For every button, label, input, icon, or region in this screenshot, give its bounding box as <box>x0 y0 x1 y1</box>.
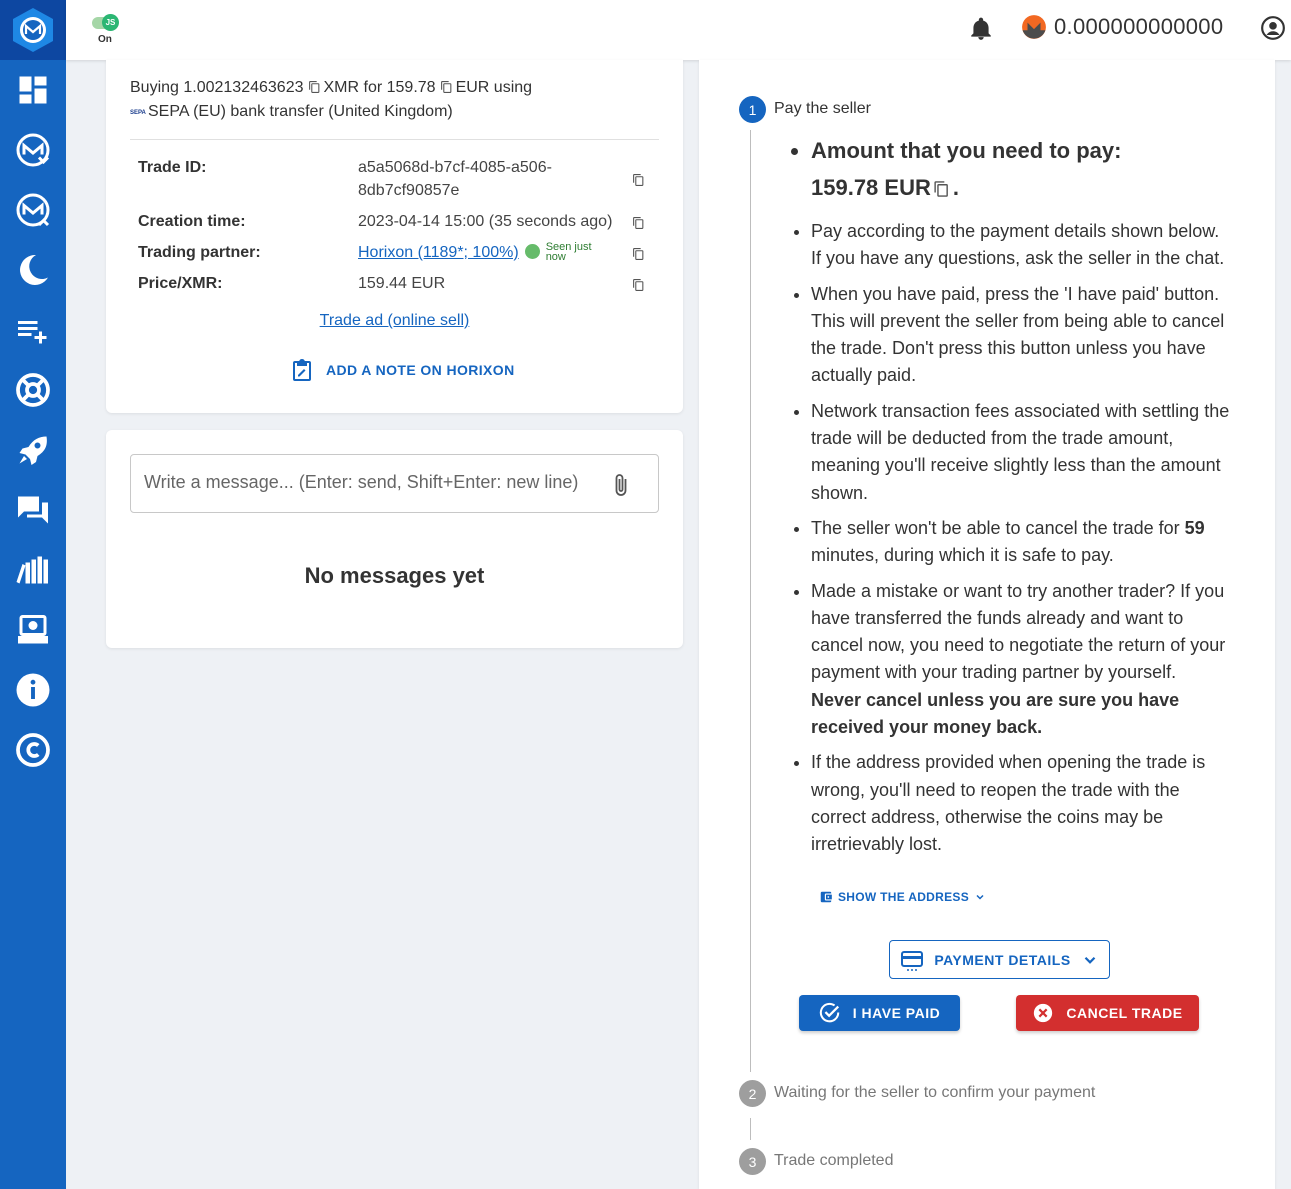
trade-ad-link[interactable]: Trade ad (online sell) <box>319 312 470 329</box>
cancel-circle-icon <box>1032 1002 1054 1024</box>
step-2-label: Waiting for the seller to confirm your payment <box>774 1084 1096 1101</box>
instruction-item: • When you have paid, press the 'I have paid' button. This will prevent the seller from being able to cancel the trade. Don't press this button unless you have actually paid. <box>811 281 1231 390</box>
monero-logo-icon <box>9 6 57 54</box>
cancel-trade-button[interactable] <box>1016 995 1199 1031</box>
dashboard-icon <box>15 72 51 108</box>
copyright-icon <box>15 732 51 768</box>
creation-time-label: Creation time: <box>138 213 246 230</box>
payment-instructions <box>791 132 1231 867</box>
add-note-button[interactable] <box>290 357 515 383</box>
amount-value: 159.78 EUR <box>811 175 931 200</box>
sidebar-item-forum[interactable] <box>0 480 66 540</box>
trade-info-card <box>106 60 683 413</box>
instruction-item <box>811 578 1231 742</box>
online-status-dot <box>525 244 540 259</box>
attach-file-icon[interactable] <box>609 471 633 499</box>
trade-steps-panel <box>699 60 1275 1189</box>
show-address-button[interactable] <box>819 890 986 904</box>
trade-title-line1 <box>130 79 532 97</box>
price-value: 159.44 EUR <box>358 275 446 292</box>
sell-monero-icon <box>15 192 51 228</box>
trading-partner-link[interactable]: Horixon (1189*; 100%) <box>358 244 519 261</box>
add-note-label: ADD A NOTE ON HORIXON <box>326 362 515 378</box>
create-ad-icon <box>15 312 51 348</box>
price-label: Price/XMR: <box>138 275 223 292</box>
info-icon <box>15 672 51 708</box>
instruction-text: Made a mistake or want to try another trader? If you have transferred the funds already and want to cancel now, you need to negotiate the return of your payment with your trading partner by yourself. <box>811 580 1226 683</box>
sidebar-item-library[interactable] <box>0 540 66 600</box>
amount-dot: . <box>952 175 959 200</box>
topbar <box>66 0 1291 60</box>
step-2-connector <box>750 1118 751 1140</box>
rocket-icon <box>15 432 51 468</box>
buy-monero-icon <box>15 132 51 168</box>
support-icon <box>15 372 51 408</box>
clipboard-note-icon <box>290 357 314 383</box>
sidebar-item-dashboard[interactable] <box>0 60 66 120</box>
sidebar-item-info[interactable] <box>0 660 66 720</box>
step-1-connector <box>750 130 751 1072</box>
step-3-badge: 3 <box>739 1148 766 1175</box>
chevron-down-icon <box>974 891 986 903</box>
payment-details-button[interactable] <box>889 940 1110 979</box>
trading-partner-label: Trading partner: <box>138 244 261 261</box>
divider <box>130 139 659 140</box>
cancel-trade-label: CANCEL TRADE <box>1066 1005 1183 1021</box>
chat-card <box>106 430 683 648</box>
i-have-paid-label: I HAVE PAID <box>852 1005 941 1021</box>
chevron-down-icon <box>1081 951 1099 969</box>
trade-id-line2: 8db7cf90857e <box>358 182 460 199</box>
monero-logo[interactable] <box>0 0 66 60</box>
step-3-label: Trade completed <box>774 1152 894 1169</box>
show-address-label: SHOW THE ADDRESS <box>838 890 970 904</box>
message-input[interactable] <box>144 472 604 493</box>
sidebar-item-copyright[interactable] <box>0 720 66 780</box>
seen-status: Seen just now <box>545 241 592 263</box>
title-buying: Buying 1.002132463623 <box>130 79 304 96</box>
night-mode-icon <box>15 252 51 288</box>
js-toggle-knob: JS <box>102 14 119 31</box>
trade-title-line2 <box>130 103 453 121</box>
wallet-balance[interactable]: 0.000000000000 <box>1054 14 1224 39</box>
title-xmr-for: XMR for 159.78 <box>323 79 436 96</box>
instruction-item: • If the address provided when opening the trade is wrong, you'll need to reopen the trade with the correct address, otherwise the coins may be irretrievably lost. <box>811 749 1231 858</box>
notifications-bell-icon[interactable] <box>968 16 994 42</box>
check-circle-icon <box>819 1002 841 1024</box>
trade-id-label: Trade ID: <box>138 159 207 176</box>
sidebar-item-support[interactable] <box>0 360 66 420</box>
trade-id-line1: a5a5068d-b7cf-4085-a506- <box>358 159 552 176</box>
payment-method: SEPA (EU) bank transfer (United Kingdom) <box>148 103 453 120</box>
message-box <box>130 454 659 513</box>
terminal-icon <box>15 612 51 648</box>
trade-id-value <box>358 156 552 202</box>
copy-trade-id-icon[interactable] <box>632 173 645 187</box>
amount-to-pay-item <box>811 132 1231 206</box>
forum-icon <box>15 492 51 528</box>
cancel-wait-minutes: 59 <box>1184 517 1205 538</box>
copy-amount-icon[interactable] <box>308 80 321 94</box>
amount-label: Amount that you need to pay: <box>811 138 1122 163</box>
payment-details-label: PAYMENT DETAILS <box>934 951 1071 968</box>
sidebar-item-buy[interactable] <box>0 120 66 180</box>
instruction-item <box>811 515 1231 570</box>
instruction-text: The seller won't be able to cancel the trade for <box>811 517 1185 538</box>
instruction-text: minutes, during which it is safe to pay. <box>811 545 1114 566</box>
copy-partner-icon[interactable] <box>632 247 645 261</box>
copy-amount-to-pay-icon[interactable] <box>933 180 950 198</box>
library-icon <box>15 552 51 588</box>
creation-time-value: 2023-04-14 15:00 (35 seconds ago) <box>358 213 613 230</box>
sidebar-item-night-mode[interactable] <box>0 240 66 300</box>
step-1-badge: 1 <box>739 96 766 123</box>
step-2-badge: 2 <box>739 1080 766 1107</box>
copy-price-per-xmr-icon[interactable] <box>632 278 645 292</box>
title-eur-using: EUR using <box>455 79 533 96</box>
monero-coin-icon <box>1021 14 1047 40</box>
account-icon[interactable] <box>1260 15 1286 41</box>
trading-partner-value <box>358 241 602 264</box>
no-messages-text: No messages yet <box>304 563 485 588</box>
trade-ad-row <box>106 312 683 330</box>
sidebar-item-create-ad[interactable] <box>0 300 66 360</box>
instruction-item: • Network transaction fees associated with settling the trade will be deducted from the trade amount, meaning you'll receive slightly less than the amount shown. <box>811 398 1231 507</box>
js-toggle[interactable] <box>90 12 124 46</box>
copy-price-icon[interactable] <box>440 80 453 94</box>
js-toggle-label: On <box>98 34 112 45</box>
instruction-item: • Pay according to the payment details shown below. If you have any questions, ask the seller in the chat. <box>811 218 1231 273</box>
credit-card-icon <box>900 948 924 972</box>
i-have-paid-button[interactable] <box>799 995 960 1031</box>
sepa-logo: SEPA <box>130 110 146 116</box>
cancel-warning: Never cancel unless you are sure you have received your money back. <box>811 689 1180 738</box>
copy-creation-time-icon[interactable] <box>632 216 645 230</box>
sidebar-item-sell[interactable] <box>0 180 66 240</box>
wallet-icon <box>819 890 833 904</box>
sidebar-item-terminal[interactable] <box>0 600 66 660</box>
sidebar-item-rocket[interactable] <box>0 420 66 480</box>
step-1-label: Pay the seller <box>774 100 871 117</box>
sidebar <box>0 0 66 1189</box>
